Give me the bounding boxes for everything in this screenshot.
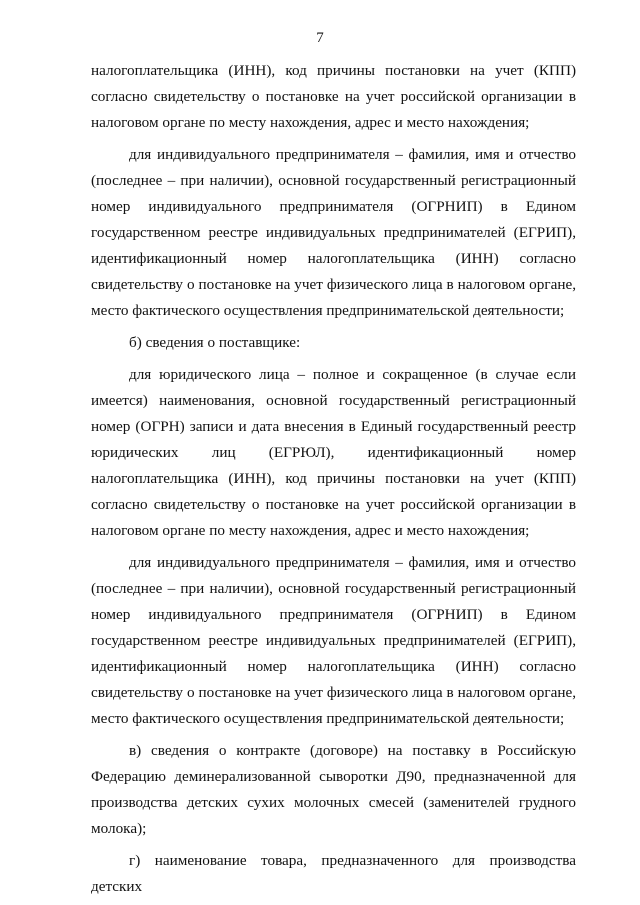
page-number: 7 [316, 30, 324, 46]
paragraph-goods-name: г) наименование товара, предназначенного для производства детских [91, 852, 576, 895]
paragraph-contract-info: в) сведения о контракте (договоре) на поставку в Российскую Федерацию деминерализованной сыворотки Д90, предназначенной для производства детских сухих молочных смесей (заменителей грудного молока); [91, 742, 576, 837]
paragraph-continuation: налогоплательщика (ИНН), код причины постановки на учет (КПП) согласно свидетельству о постановке на учет российской организации в налоговом органе по месту нахождения, адрес и место нахождения; [91, 62, 576, 131]
paragraph-customer-individual-entrepreneur: для индивидуального предпринимателя – фамилия, имя и отчество (последнее – при наличии), основной государственный регистрационный номер индивидуального предпринимателя (ОГРНИП) в Едином государственном реестре индивидуальных предпринимателей (ЕГРИП), идентификационный номер налогоплательщика (ИНН) согласно свидетельству о постановке на учет физического лица в налоговом органе, место фактического осуществления предпринимательской деятельности; [91, 146, 576, 319]
paragraph-supplier-individual-entrepreneur: для индивидуального предпринимателя – фамилия, имя и отчество (последнее – при наличии), основной государственный регистрационный номер индивидуального предпринимателя (ОГРНИП) в Едином государственном реестре индивидуальных предпринимателей (ЕГРИП), идентификационный номер налогоплательщика (ИНН) согласно свидетельству о постановке на учет физического лица в налоговом органе, место фактического осуществления предпринимательской деятельности; [91, 554, 576, 727]
paragraph-supplier-heading: б) сведения о поставщике: [129, 334, 301, 351]
document-body [91, 58, 576, 900]
paragraph-supplier-legal-entity: для юридического лица – полное и сокращенное (в случае если имеется) наименования, основной государственный регистрационный номер (ОГРН) записи и дата внесения в Единый государственный реестр юридических лиц (ЕГРЮЛ), идентификационный номер налогоплательщика (ИНН), код причины постановки на учет (КПП) согласно свидетельству о постановке на учет российской организации в налоговом органе по месту нахождения, адрес и место нахождения; [91, 366, 576, 539]
